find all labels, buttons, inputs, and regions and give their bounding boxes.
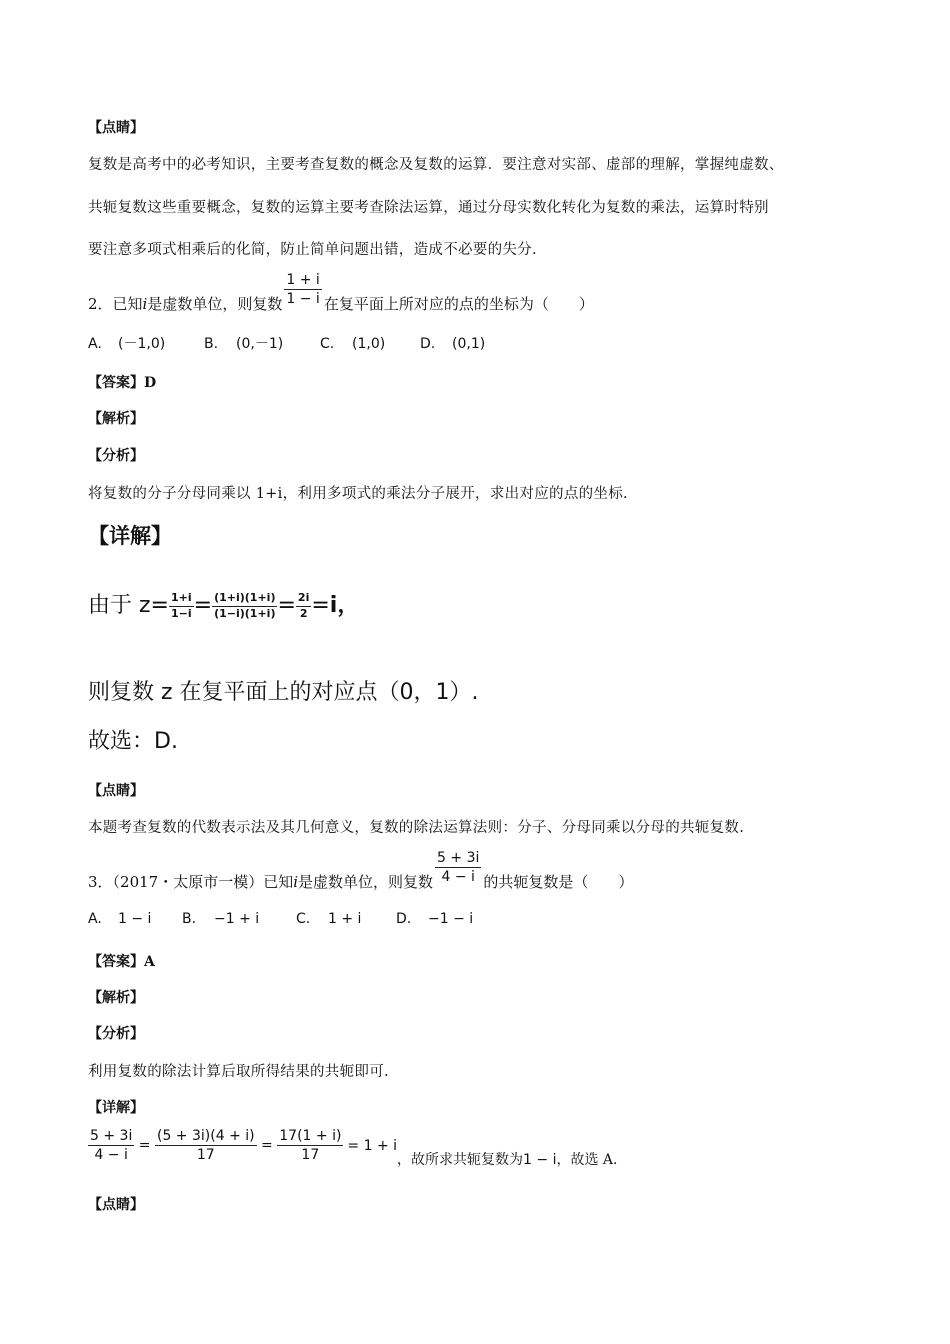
q2-fenxi-tag: 【分析】	[88, 448, 144, 464]
q3-calc-line: $\frac{5 + 3i}{4 - i}$ = $\frac{(5 + 3i)(4 + i)}{17}$ = $\frac{17(1 + i)}{17}$ = 1 + i，故所求共轭复数为1 − i，故选 A.	[90, 1128, 618, 1168]
q2-calc-frac-2: $\frac{(1+i)(1+i)}{(1-i)(1+i)}$	[214, 590, 276, 620]
dianjing-line-3: 要注意多项式相乘后的化简，防止简单问题出错，造成不必要的失分.	[88, 242, 537, 258]
q3-calc-frac-3: $\frac{17(1 + i)}{17}$	[279, 1128, 342, 1164]
dianjing-line-2: 共轭复数这些重要概念，复数的运算主要考查除法运算，通过分母实数化转化为复数的乘法，运算时特别	[88, 200, 769, 216]
q2-answer: 【答案】D	[88, 375, 157, 391]
q3-option-d-value: −1 − i	[428, 911, 474, 927]
q2-jiexi-tag: 【解析】	[88, 411, 144, 427]
q3-option-d-letter: D.	[396, 911, 412, 927]
q2-option-b-letter: B.	[204, 336, 219, 352]
q2-option-d-letter: D.	[420, 336, 436, 352]
q3-option-b-letter: B.	[182, 911, 197, 927]
q2-option-c-letter: C.	[320, 336, 335, 352]
q2-calc-suffix: i，	[329, 593, 360, 618]
imag-unit: i	[293, 873, 299, 892]
q3-option-b-value: −1 + i	[214, 911, 260, 927]
q2-option-a-value: (－1,0)	[118, 336, 166, 352]
q3-option-c-letter: C.	[296, 911, 311, 927]
q3-option-a-letter: A.	[88, 911, 102, 927]
q3-options	[88, 911, 473, 927]
question-3-stem	[88, 850, 633, 892]
q2-options	[88, 333, 485, 353]
q2-option-b-value: (0,－1)	[236, 336, 284, 352]
q3-option-a-value: 1 − i	[118, 911, 152, 927]
dianjing-line-1: 复数是高考中的必考知识，主要考查复数的概念及复数的运算．要注意对实部、虚部的理解，掌握纯虚数、	[88, 157, 784, 173]
q2-stem-part-c: 在复平面上所对应的点的坐标为（ ）	[323, 295, 594, 314]
q3-fraction: $\frac{5 + 3i}{4 - i}$	[437, 850, 480, 886]
q3-calc-conj: 1 − i	[523, 1151, 557, 1168]
q3-stem-part-a: 3．（2017・太原市一模）已知	[88, 873, 294, 892]
q2-choice-line: 故选：D.	[88, 729, 178, 754]
q2-dianjing-text: 本题考查复数的代数表示法及其几何意义，复数的除法运算法则：分子、分母同乘以分母的共轭复数.	[88, 820, 745, 836]
q2-stem-part-b: 是虚数单位，则复数	[147, 295, 283, 314]
q3-calc-result: = 1 + i	[347, 1137, 398, 1154]
q2-dianjing-tag: 【点睛】	[88, 783, 144, 799]
q3-fenxi-tag: 【分析】	[88, 1026, 144, 1042]
q3-option-c-value: 1 + i	[328, 911, 362, 927]
q2-xiangjie-tag: 【详解】	[88, 524, 172, 548]
imag-unit: i	[142, 295, 148, 314]
q2-fenxi-text: 将复数的分子分母同乘以 1+i，利用多项式的乘法分子展开，求出对应的点的坐标.	[88, 486, 628, 502]
q3-stem-part-c: 的共轭复数是（ ）	[483, 873, 634, 892]
q2-stem-part-a: 2．已知	[88, 295, 143, 314]
q2-fraction: $\frac{1 + i}{1 - i}$	[286, 272, 320, 308]
q3-fenxi-text: 利用复数的除法计算后取所得结果的共轭即可.	[88, 1064, 389, 1080]
q3-xiangjie-tag: 【详解】	[88, 1100, 144, 1116]
section-tag-dianjing: 【点睛】	[88, 120, 144, 136]
question-2-stem	[88, 272, 594, 314]
q3-calc-text-b: ，故选 A.	[556, 1151, 618, 1168]
q2-option-a-letter: A.	[88, 336, 102, 352]
q3-calc-text-a: ，故所求共轭复数为	[397, 1151, 524, 1168]
q3-stem-part-b: 是虚数单位，则复数	[298, 873, 434, 892]
q2-calc-prefix: 由于 z=	[88, 593, 169, 618]
q3-jiexi-tag: 【解析】	[88, 990, 144, 1006]
q3-answer: 【答案】A	[88, 954, 155, 970]
q3-calc-frac-2: $\frac{(5 + 3i)(4 + i)}{17}$	[156, 1128, 255, 1164]
q2-result-line: 则复数 z 在复平面上的对应点（0，1）.	[88, 680, 479, 705]
q2-option-c-value: (1,0)	[352, 336, 386, 352]
q2-calc-frac-1: $\frac{1+i}{1-i}$	[170, 590, 192, 620]
q2-calc-frac-3: $\frac{2i}{2}$	[297, 590, 310, 620]
q2-calc-line: 由于 z= $\frac{1+i}{1-i}$ = $\frac{(1+i)(1+i)}{(1-i)(1+i)}$ = $\frac{2i}{2}$ =i，	[88, 590, 360, 620]
q3-calc-frac-1: $\frac{5 + 3i}{4 - i}$	[90, 1128, 133, 1164]
q3-dianjing-tag: 【点睛】	[88, 1197, 144, 1213]
q2-option-d-value: (0,1)	[452, 336, 486, 352]
